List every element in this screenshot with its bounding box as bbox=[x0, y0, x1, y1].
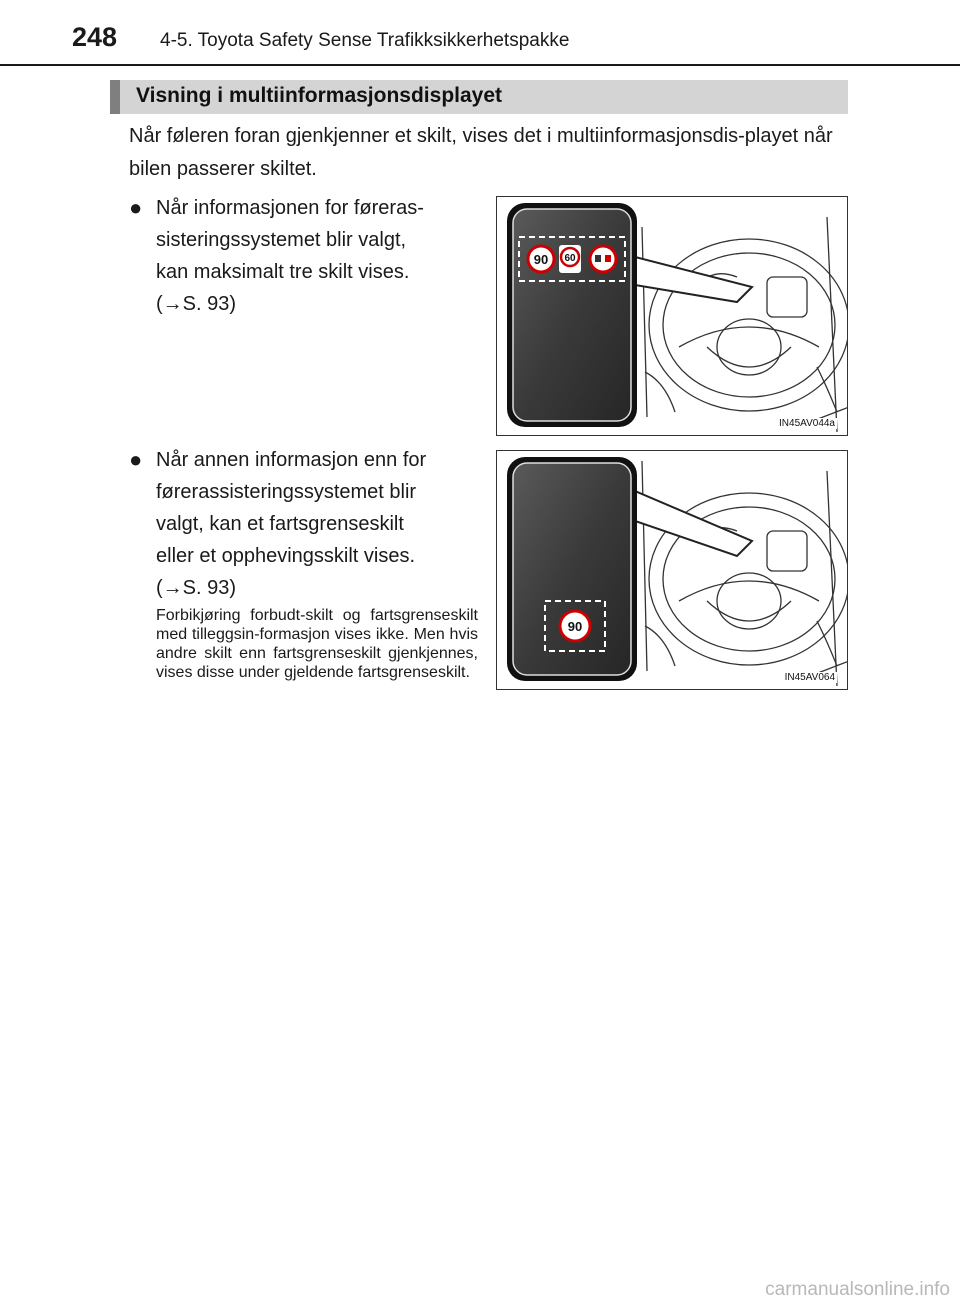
intro-paragraph: Når føleren foran gjenkjenner et skilt, vises det i multiinformasjonsdis-playet når bilen passerer skiltet. bbox=[129, 125, 833, 180]
chapter-title: 4-5. Toyota Safety Sense Trafikksikkerhetspakke bbox=[160, 30, 570, 51]
speed-sign-text: 90 bbox=[533, 252, 549, 267]
section-heading bbox=[110, 80, 848, 114]
figure-code: IN45AV044a bbox=[779, 418, 835, 429]
bullet-line: kan maksimalt tre skilt vises. bbox=[156, 261, 410, 283]
bullet-line: (→S. 93) bbox=[156, 577, 237, 599]
bullet-item bbox=[129, 444, 479, 604]
bullet-line: eller et opphevingsskilt vises. bbox=[156, 545, 416, 567]
bullet-line: sisteringssystemet blir valgt, bbox=[156, 229, 407, 251]
dashboard-illustration bbox=[497, 197, 848, 436]
figure-code: IN45AV064 bbox=[784, 672, 835, 683]
bullet-icon: ● bbox=[129, 195, 143, 220]
dashboard-illustration bbox=[497, 451, 848, 690]
bullet-line: Når informasjonen for føreras- bbox=[156, 197, 424, 219]
bullet-line: valgt, kan et fartsgrenseskilt bbox=[156, 513, 404, 535]
figure-dashboard-three-signs bbox=[496, 196, 848, 436]
note-text: Forbikjøring forbudt-skilt og fartsgrenseskilt med tilleggsin-formasjon vises ikke. Men hvis andre skilt enn fartsgrenseskilt gjenkjennes, vises disse under gjeldende fartsgrenseskilt. bbox=[156, 607, 478, 681]
page-number: 248 bbox=[72, 22, 118, 52]
speed-sign-text: 60 bbox=[564, 253, 576, 264]
watermark: carmanualsonline.info bbox=[765, 1279, 950, 1300]
section-title: Visning i multiinformasjonsdisplayet bbox=[136, 84, 503, 107]
bullet-line: (→S. 93) bbox=[156, 293, 237, 315]
bullet-line: Når annen informasjon enn for bbox=[156, 449, 427, 471]
header-rule bbox=[0, 64, 960, 66]
figure-dashboard-one-sign bbox=[496, 450, 848, 690]
bullet-icon: ● bbox=[129, 447, 143, 472]
bullet-item bbox=[129, 192, 479, 320]
speed-sign-text: 90 bbox=[567, 619, 583, 634]
bullet-line: førerassisteringssystemet blir bbox=[156, 481, 417, 503]
